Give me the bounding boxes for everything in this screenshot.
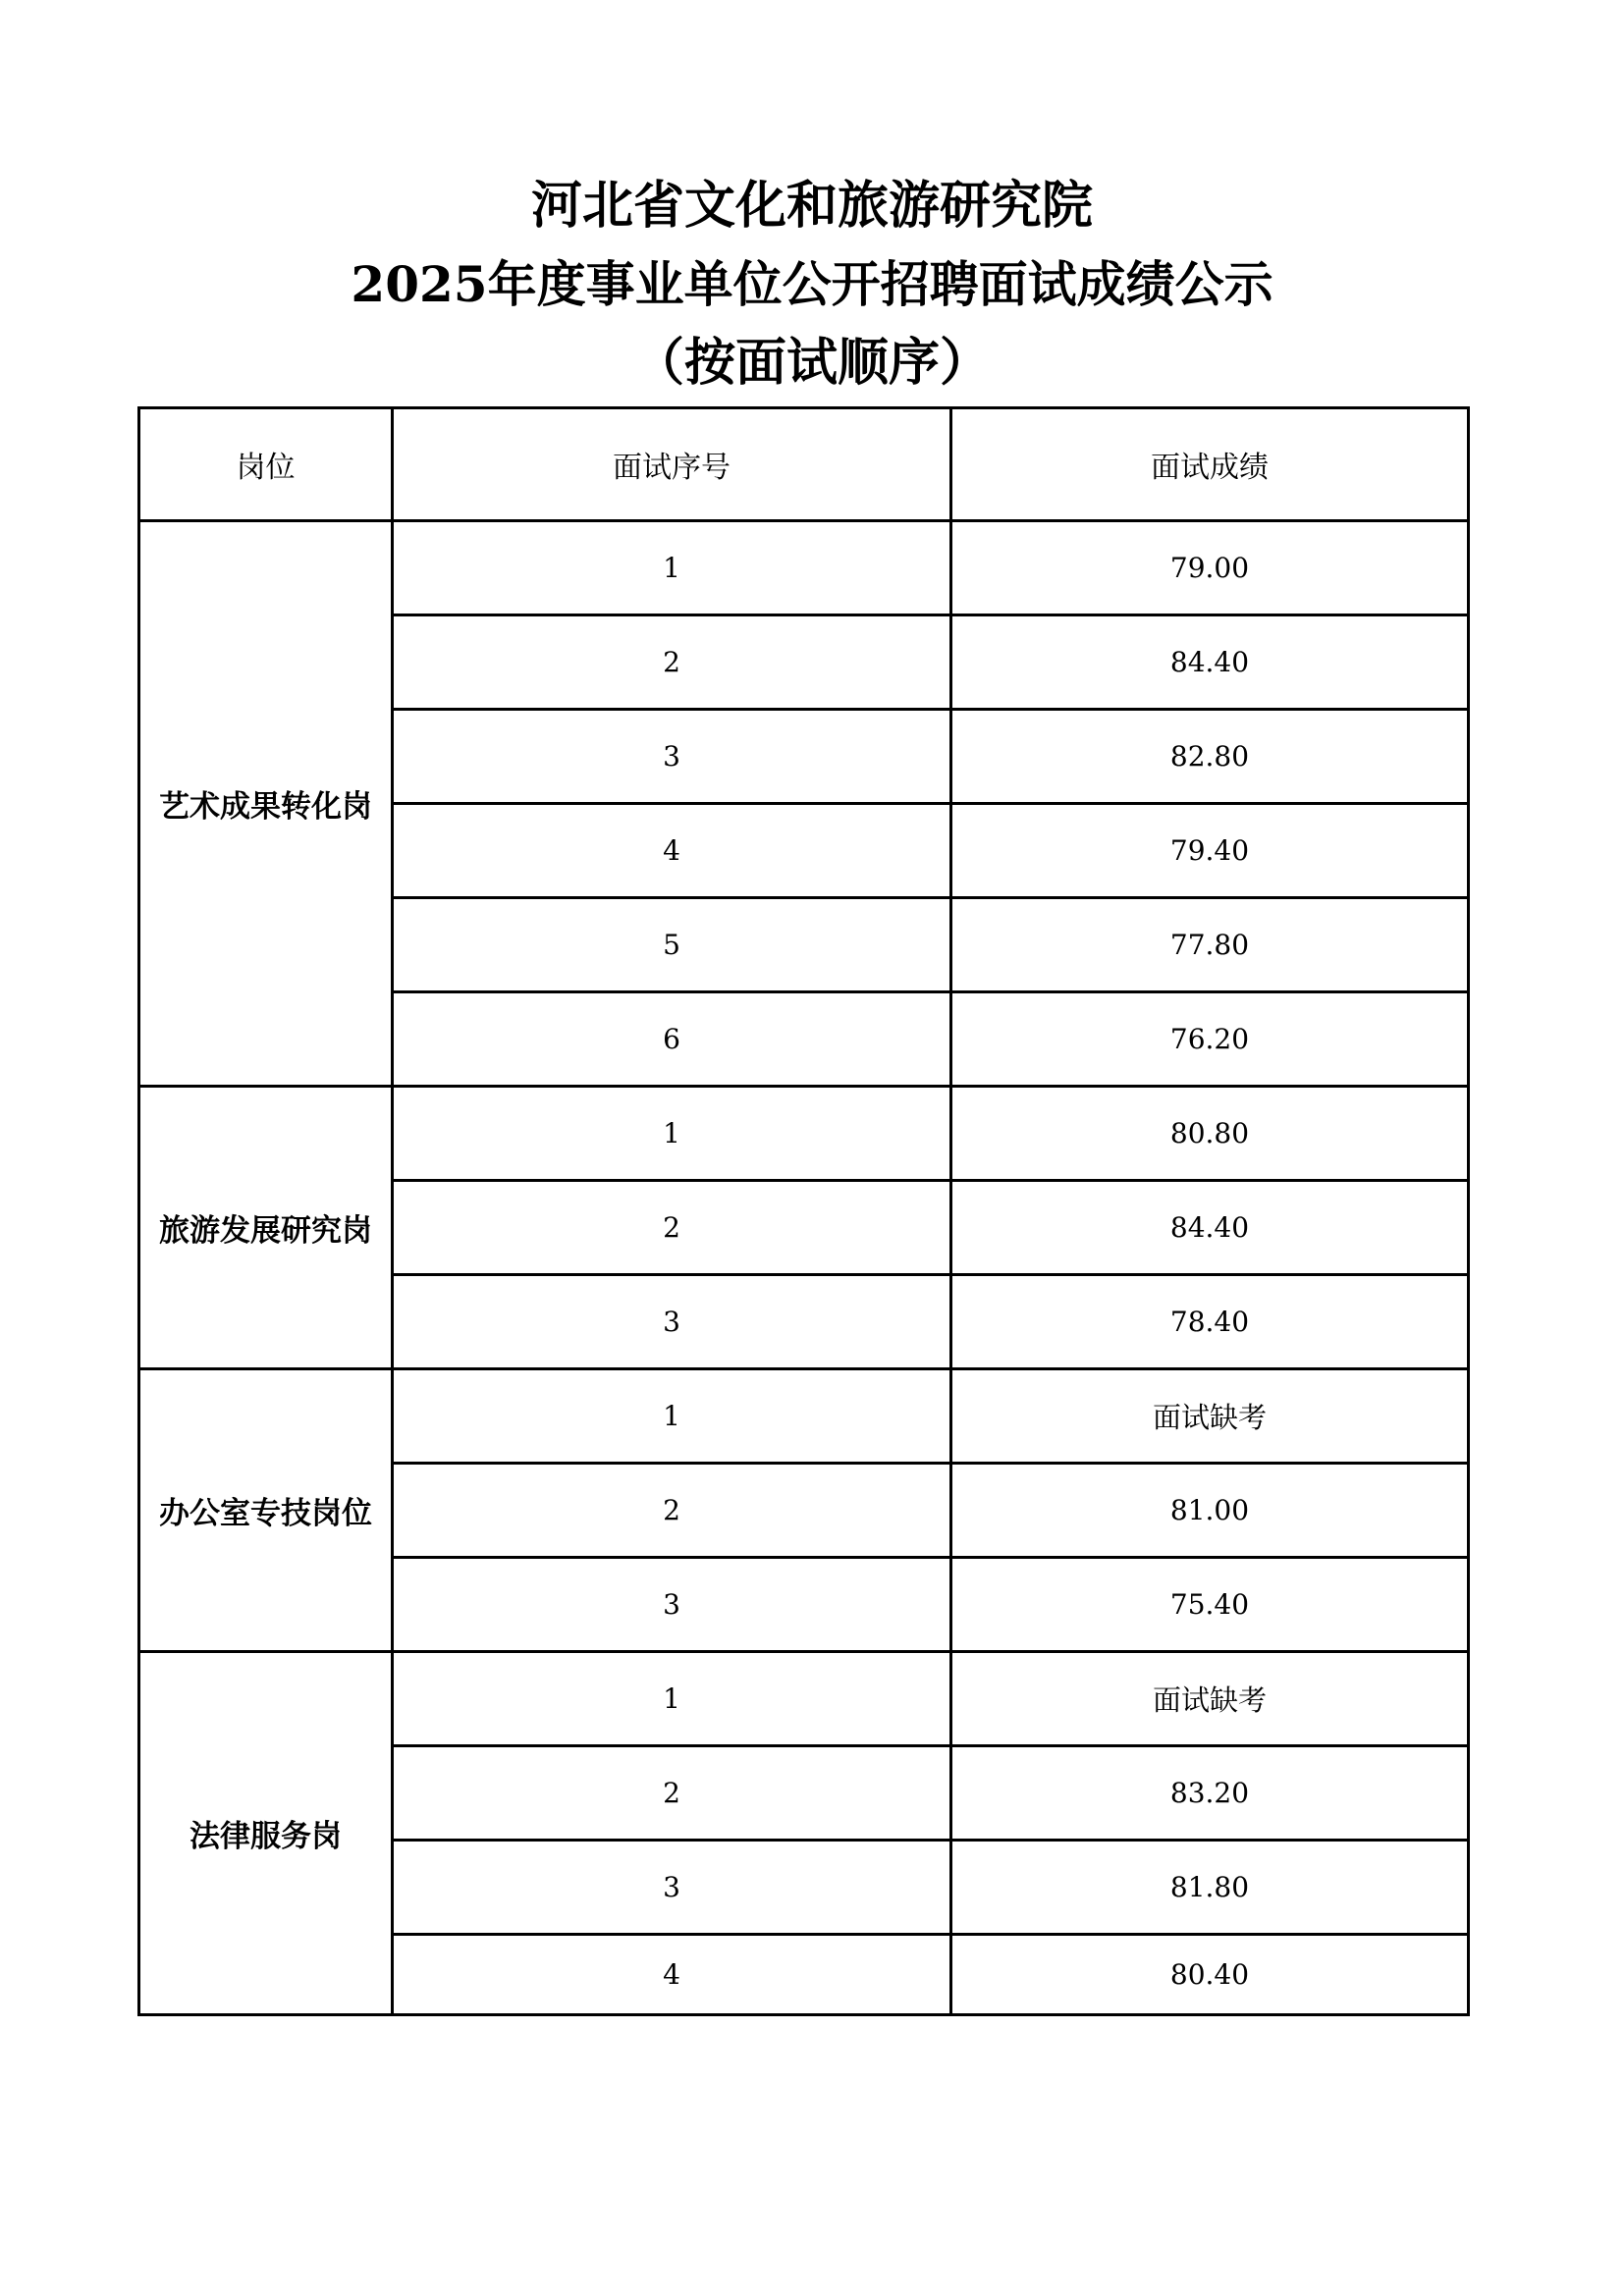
score-cell: 77.80 [951,898,1469,992]
order-cell: 1 [393,1369,951,1464]
title-institution: 河北省文化和旅游研究院 [530,176,1093,236]
order-cell: 1 [393,1652,951,1746]
score-cell: 78.40 [951,1275,1469,1369]
score-cell: 81.80 [951,1841,1469,1935]
order-cell: 1 [393,1087,951,1181]
title-order-note: （按面试顺序） [632,333,991,393]
order-cell: 3 [393,710,951,804]
score-cell: 75.40 [951,1558,1469,1652]
header-interview-score: 面试成绩 [951,408,1469,521]
order-cell: 1 [393,521,951,615]
header-position: 岗位 [139,408,393,521]
score-cell: 84.40 [951,1181,1469,1275]
order-cell: 2 [393,615,951,710]
order-cell: 4 [393,1935,951,2015]
order-cell: 2 [393,1181,951,1275]
interview-results-table [137,406,1470,2016]
order-cell: 6 [393,992,951,1087]
score-cell: 82.80 [951,710,1469,804]
document-title [0,167,1624,402]
order-cell: 5 [393,898,951,992]
score-cell-absent: 面试缺考 [951,1369,1469,1464]
order-cell: 4 [393,804,951,898]
score-cell: 79.40 [951,804,1469,898]
table-row [139,1369,1469,1464]
score-cell: 80.80 [951,1087,1469,1181]
header-interview-order: 面试序号 [393,408,951,521]
score-cell: 80.40 [951,1935,1469,2015]
score-cell-absent: 面试缺考 [951,1652,1469,1746]
position-cell-legal: 法律服务岗 [139,1652,393,2015]
table-row [139,521,1469,615]
order-cell: 3 [393,1275,951,1369]
order-cell: 3 [393,1841,951,1935]
score-cell: 84.40 [951,615,1469,710]
score-cell: 76.20 [951,992,1469,1087]
position-cell-tourism: 旅游发展研究岗 [139,1087,393,1369]
score-cell: 83.20 [951,1746,1469,1841]
order-cell: 2 [393,1746,951,1841]
title-announcement: 2025年度事业单位公开招聘面试成绩公示 [351,255,1273,313]
score-cell: 81.00 [951,1464,1469,1558]
table-row [139,1652,1469,1746]
position-cell-art: 艺术成果转化岗 [139,521,393,1087]
header-row [139,408,1469,521]
table-row [139,1087,1469,1181]
order-cell: 2 [393,1464,951,1558]
score-cell: 79.00 [951,521,1469,615]
order-cell: 3 [393,1558,951,1652]
position-cell-office: 办公室专技岗位 [139,1369,393,1652]
